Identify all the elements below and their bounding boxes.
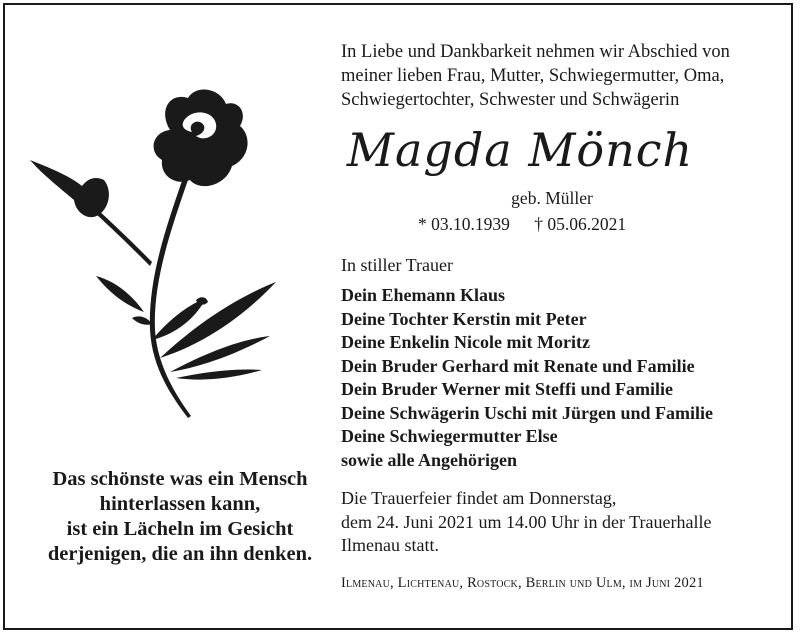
mourner: Dein Bruder Werner mit Steffi und Familie [341,379,673,399]
deceased-name: Magda Mönch [346,123,694,177]
mourner: Dein Bruder Gerhard mit Renate und Familie [341,355,695,376]
funeral-line: dem 24. Juni 2021 um 14.00 Uhr in der Trauerhalle [341,511,712,532]
mourner: Deine Tochter Kerstin mit Peter [341,308,587,329]
funeral-info [341,487,781,558]
life-dates [418,214,626,235]
death-date: † 05.06.2021 [534,214,627,234]
places-date: Ilmenau, Lichtenau, Rostock, Berlin und Ulm, im Juni 2021 [341,575,704,591]
memorial-quote [30,467,330,567]
mourner: Deine Schwägerin Uschi mit Jürgen und Familie [341,402,713,423]
mourner: sowie alle Angehörigen [341,449,517,470]
quote-line: hinterlassen kann, [99,493,261,515]
quote-line: Das schönste was ein Mensch [52,468,308,490]
intro-line: Schwiegertochter, Schwester und Schwägerin [341,90,680,110]
funeral-line: Ilmenau statt. [341,535,439,555]
mourning-heading: In stiller Trauer [341,255,453,275]
intro-text [341,40,781,112]
quote-line: derjenigen, die an ihn denken. [47,543,313,565]
birth-name: geb. Müller [511,188,593,208]
mourners-list [341,284,781,472]
funeral-line: Die Trauerfeier findet am Donnerstag, [341,488,617,508]
rose-icon [0,0,330,430]
birth-date: * 03.10.1939 [418,214,510,234]
mourner: Deine Enkelin Nicole mit Moritz [341,332,590,352]
intro-line: meiner lieben Frau, Mutter, Schwiegermutter, Oma, [341,66,725,86]
intro-line: In Liebe und Dankbarkeit nehmen wir Abschied von [341,42,730,62]
mourner: Dein Ehemann Klaus [341,285,506,305]
mourner: Deine Schwiegermutter Else [341,426,558,446]
quote-line: ist ein Lächeln im Gesicht [66,518,294,540]
